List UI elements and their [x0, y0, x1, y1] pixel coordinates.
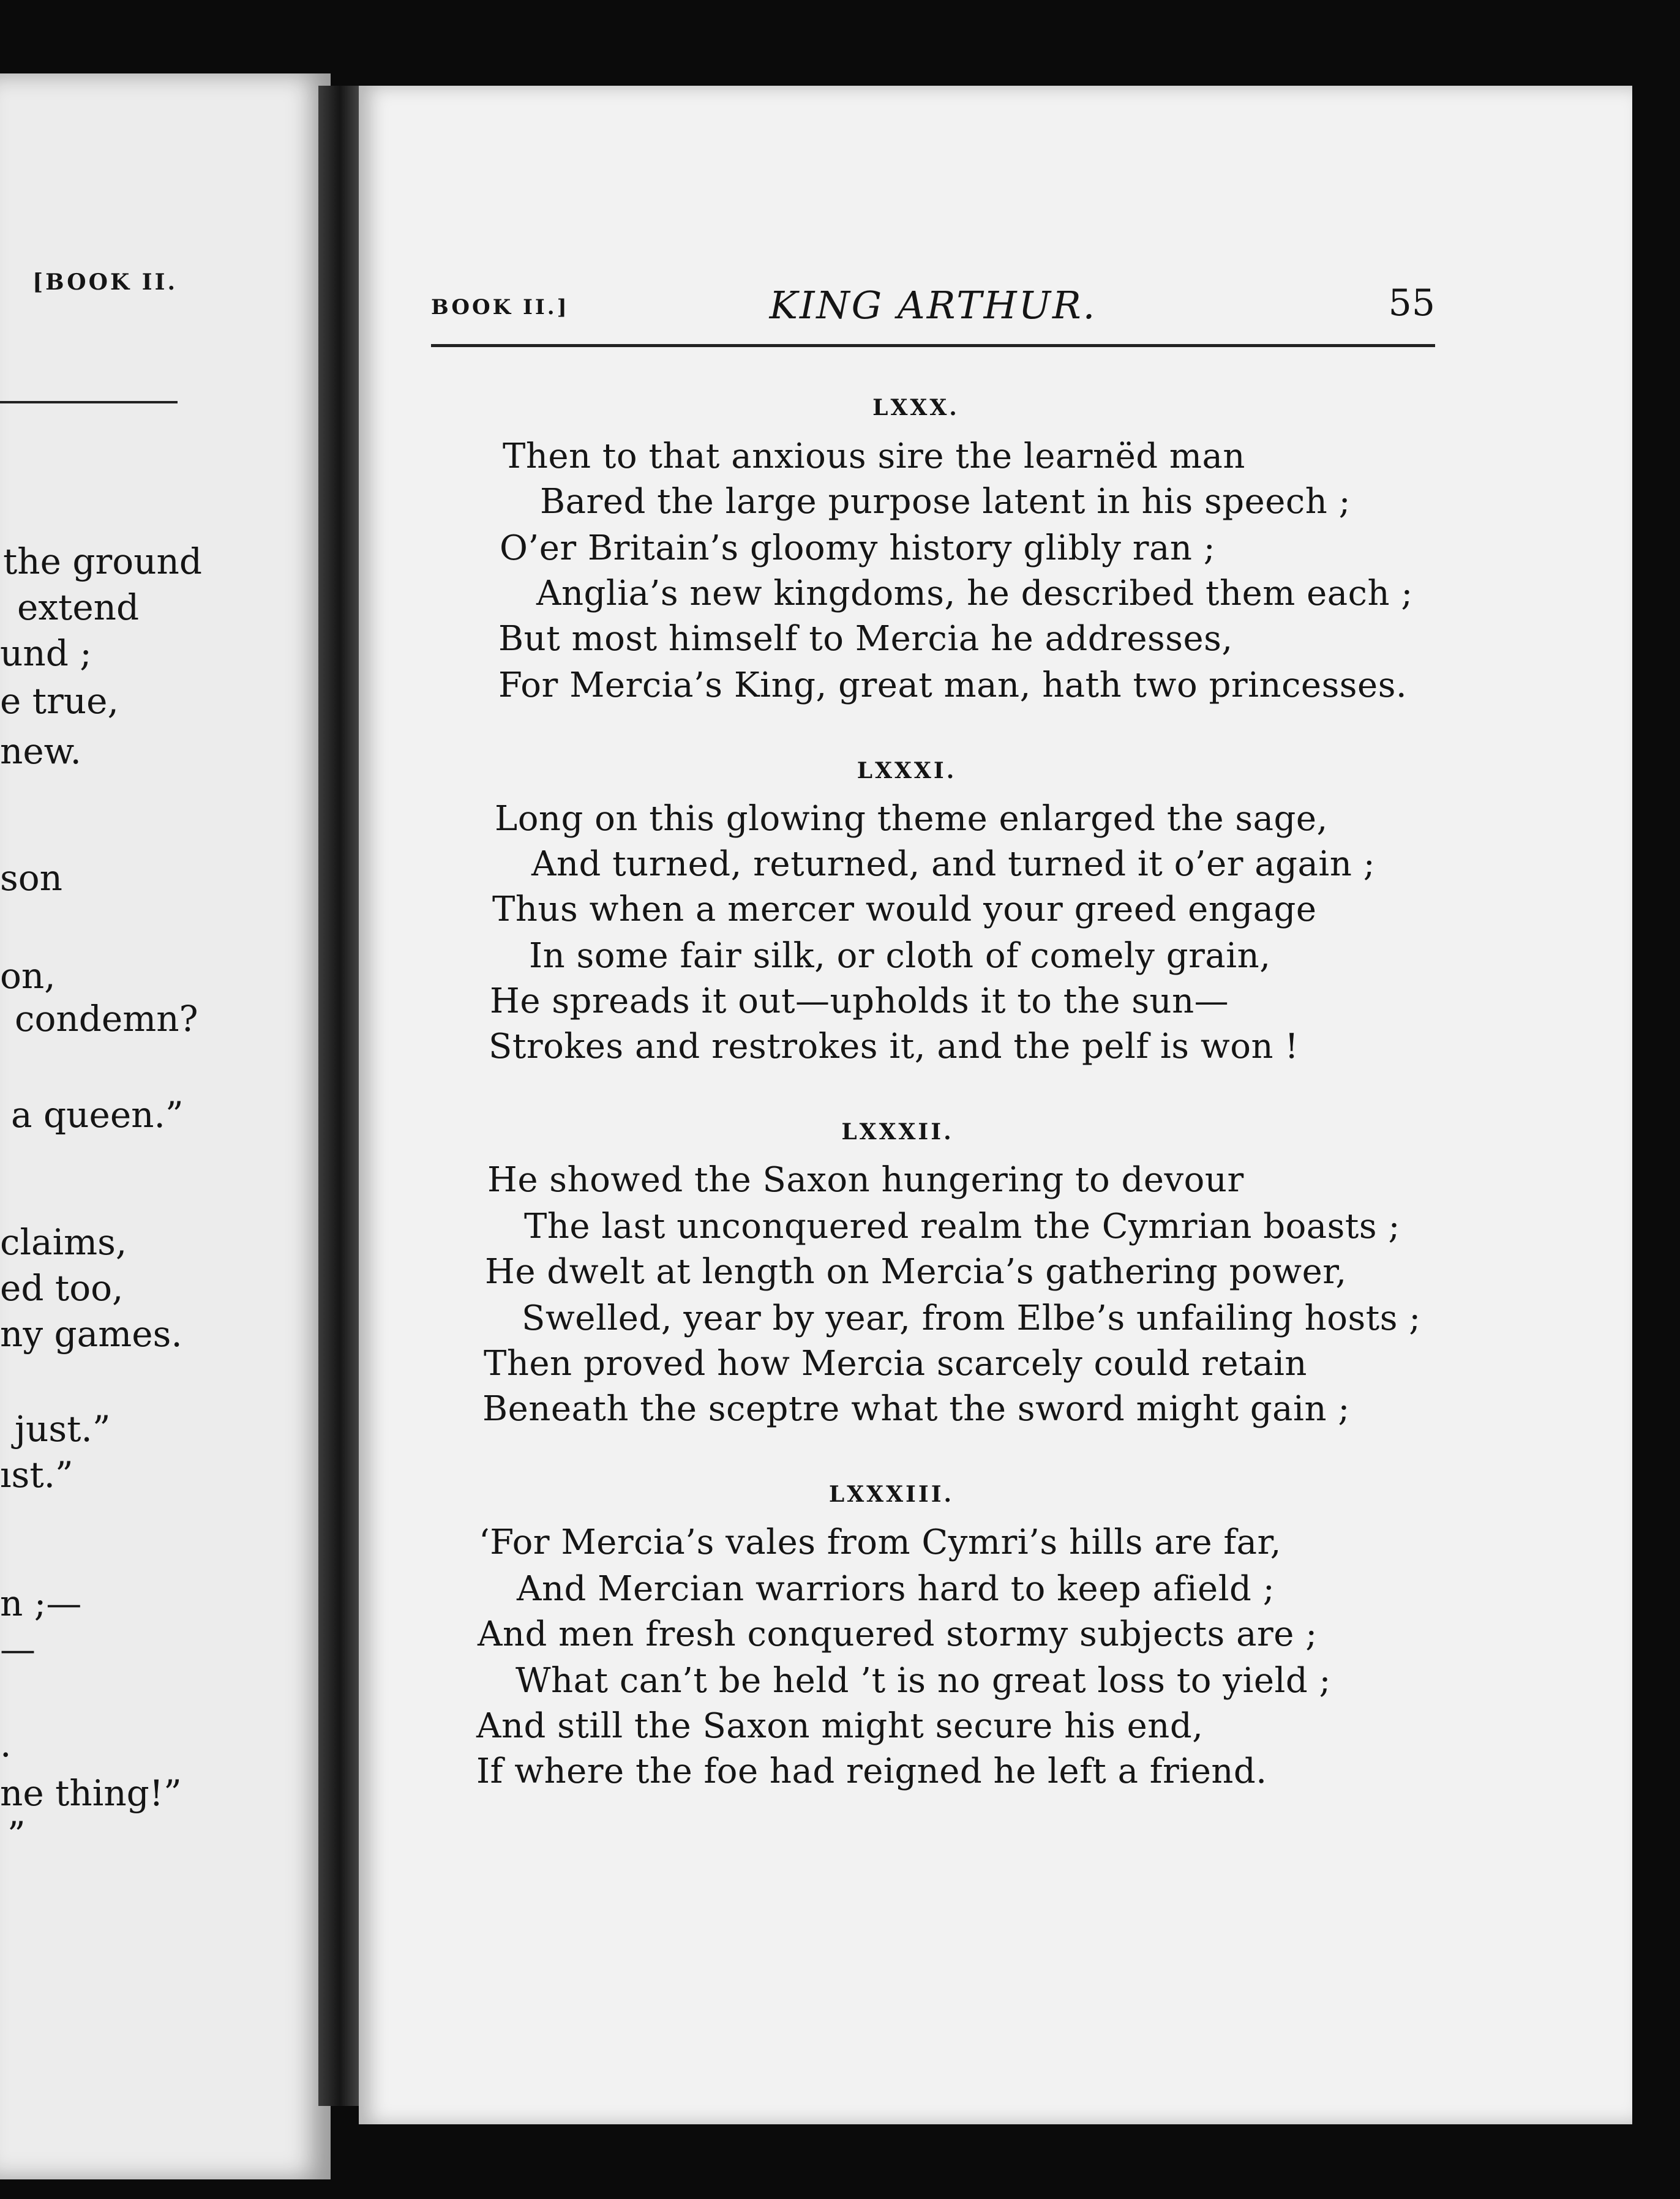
- verse-line: If where the foe had reigned he left a friend.: [476, 1751, 1267, 1791]
- left-line: n ;—: [0, 1583, 82, 1624]
- left-line: claims,: [0, 1221, 127, 1263]
- verse-line: For Mercia’s King, great man, hath two princesses.: [498, 665, 1408, 705]
- left-line: just.”: [15, 1408, 111, 1450]
- stanza-number: LXXXI.: [857, 758, 957, 784]
- verse-line: Thus when a mercer would your greed engage: [492, 890, 1317, 929]
- left-line: ne thing!”: [0, 1772, 182, 1814]
- book-gutter: [318, 86, 361, 2106]
- verse-line: And men fresh conquered stormy subjects are ;: [478, 1614, 1318, 1654]
- left-line: a queen.”: [11, 1094, 184, 1136]
- left-line: on,: [0, 955, 56, 997]
- running-header: [431, 277, 1435, 332]
- verse-line: He spreads it out—upholds it to the sun—: [490, 981, 1229, 1021]
- verse-line: He dwelt at length on Mercia’s gathering power,: [485, 1252, 1347, 1292]
- left-line: ıst.”: [0, 1454, 73, 1496]
- verse-line: And turned, returned, and turned it o’er again ;: [531, 844, 1376, 884]
- book-label: BOOK II.]: [431, 295, 569, 320]
- left-line: new.: [0, 730, 81, 772]
- left-line: und ;: [0, 632, 92, 674]
- verse-line: And still the Saxon might secure his end,: [476, 1706, 1204, 1746]
- left-line: son: [0, 857, 63, 899]
- verse-line: Long on this glowing theme enlarged the sage,: [495, 799, 1328, 839]
- left-line: e true,: [0, 680, 119, 722]
- left-header-rule: [0, 401, 178, 403]
- running-title: KING ARTHUR.: [769, 283, 1097, 328]
- verse-line: Anglia’s new kingdoms, he described them each ;: [536, 574, 1413, 613]
- verse-line: Then to that anxious sire the learnëd man: [503, 436, 1245, 476]
- left-line: extend: [17, 586, 140, 628]
- left-line: the ground: [3, 541, 203, 582]
- verse-line: ‘For Mercia’s vales from Cymri’s hills are far,: [479, 1523, 1281, 1562]
- verse-line: Swelled, year by year, from Elbe’s unfailing hosts ;: [522, 1298, 1421, 1338]
- left-page: [0, 73, 331, 2179]
- verse-line: But most himself to Mercia he addresses,: [498, 619, 1233, 659]
- verse-line: Strokes and restrokes it, and the pelf is won !: [489, 1027, 1299, 1066]
- header-rule: [431, 344, 1435, 347]
- left-line: ”: [7, 1814, 26, 1856]
- left-line: ny games.: [0, 1313, 182, 1355]
- verse-line: And Mercian warriors hard to keep afield ;: [517, 1569, 1275, 1609]
- verse-line: Bared the large purpose latent in his speech ;: [540, 482, 1351, 522]
- verse-line: O’er Britain’s gloomy history glibly ran ;: [500, 528, 1216, 568]
- left-line: .: [0, 1723, 12, 1765]
- stanza-number: LXXXII.: [841, 1119, 954, 1145]
- stanza-number: LXXXIII.: [828, 1482, 954, 1507]
- verse-line: What can’t be held ’t is no great loss to yield ;: [516, 1661, 1331, 1701]
- left-line: condemn?: [15, 998, 198, 1040]
- page-number: 55: [1388, 282, 1435, 324]
- verse-line: Then proved how Mercia scarcely could retain: [484, 1344, 1307, 1384]
- verse-line: In some fair silk, or cloth of comely grain,: [529, 936, 1271, 976]
- verse-line: He showed the Saxon hungering to devour: [487, 1160, 1244, 1200]
- right-page: [359, 86, 1632, 2124]
- left-running-header: [BOOK II.: [32, 269, 178, 295]
- verse-line: Beneath the sceptre what the sword might gain ;: [482, 1389, 1350, 1429]
- stanza-number: LXXX.: [872, 395, 959, 421]
- left-line: ed too,: [0, 1267, 124, 1309]
- verse-line: The last unconquered realm the Cymrian boasts ;: [524, 1207, 1400, 1246]
- left-line: —: [0, 1628, 36, 1670]
